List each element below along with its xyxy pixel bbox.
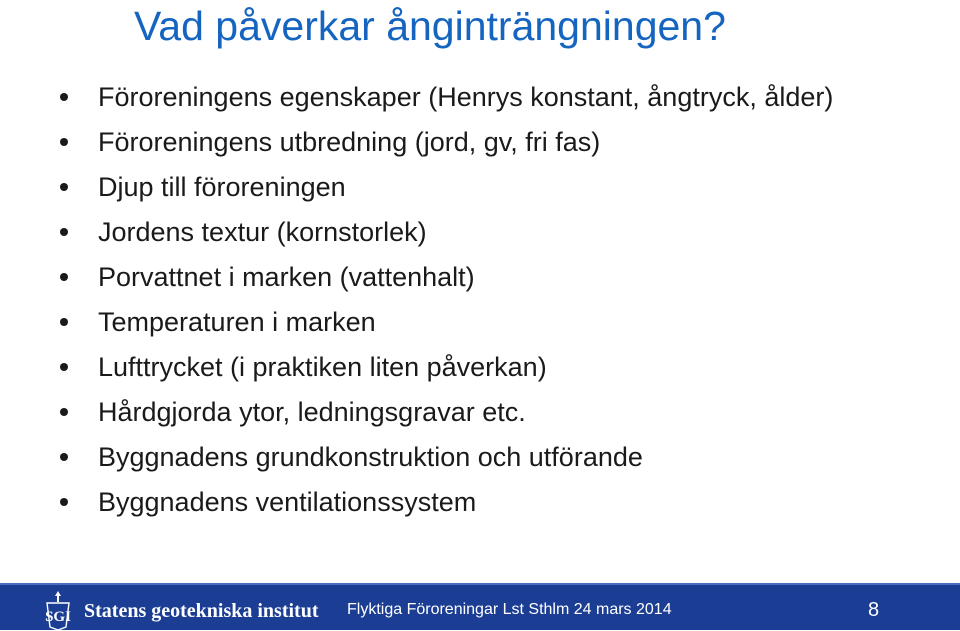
organization-name: Statens geotekniska institut xyxy=(84,600,319,622)
bullet-dot-icon xyxy=(60,318,68,326)
bullet-text: Föroreningens egenskaper (Henrys konstant, ångtryck, ålder) xyxy=(98,82,834,112)
bullet-dot-icon xyxy=(60,453,68,461)
bullet-text: Temperaturen i marken xyxy=(98,307,376,337)
bullet-item xyxy=(60,215,920,249)
bullet-list xyxy=(60,80,920,530)
bullet-item xyxy=(60,395,920,429)
bullet-item xyxy=(60,125,920,159)
bullet-text: Hårdgjorda ytor, ledningsgravar etc. xyxy=(98,397,526,427)
bullet-dot-icon xyxy=(60,138,68,146)
bullet-text: Byggnadens ventilationssystem xyxy=(98,487,477,517)
bullet-text: Byggnadens grundkonstruktion och utförande xyxy=(98,442,643,472)
bullet-text: Jordens textur (kornstorlek) xyxy=(98,217,427,247)
bullet-item xyxy=(60,440,920,474)
bullet-text: Porvattnet i marken (vattenhalt) xyxy=(98,262,475,292)
bullet-dot-icon xyxy=(60,228,68,236)
bullet-item xyxy=(60,80,920,114)
bullet-text: Lufttrycket (i praktiken liten påverkan) xyxy=(98,352,547,382)
bullet-item xyxy=(60,170,920,204)
sgi-emblem-icon xyxy=(38,589,78,631)
bullet-item xyxy=(60,350,920,384)
bullet-item xyxy=(60,305,920,339)
page-number: 8 xyxy=(868,599,880,621)
sgi-logo xyxy=(38,589,78,631)
svg-text:SGI: SGI xyxy=(45,609,71,625)
footer-bar xyxy=(0,583,960,630)
bullet-text: Föroreningens utbredning (jord, gv, fri fas) xyxy=(98,127,601,157)
presentation-info: Flyktiga Föroreningar Lst Sthlm 24 mars 2014 xyxy=(347,601,672,618)
slide-title: Vad påverkar ånginträngningen? xyxy=(134,3,726,49)
bullet-dot-icon xyxy=(60,183,68,191)
bullet-item xyxy=(60,485,920,519)
bullet-dot-icon xyxy=(60,408,68,416)
bullet-item xyxy=(60,260,920,294)
bullet-dot-icon xyxy=(60,498,68,506)
bullet-dot-icon xyxy=(60,363,68,371)
bullet-dot-icon xyxy=(60,273,68,281)
bullet-text: Djup till föroreningen xyxy=(98,172,346,202)
bullet-dot-icon xyxy=(60,93,68,101)
